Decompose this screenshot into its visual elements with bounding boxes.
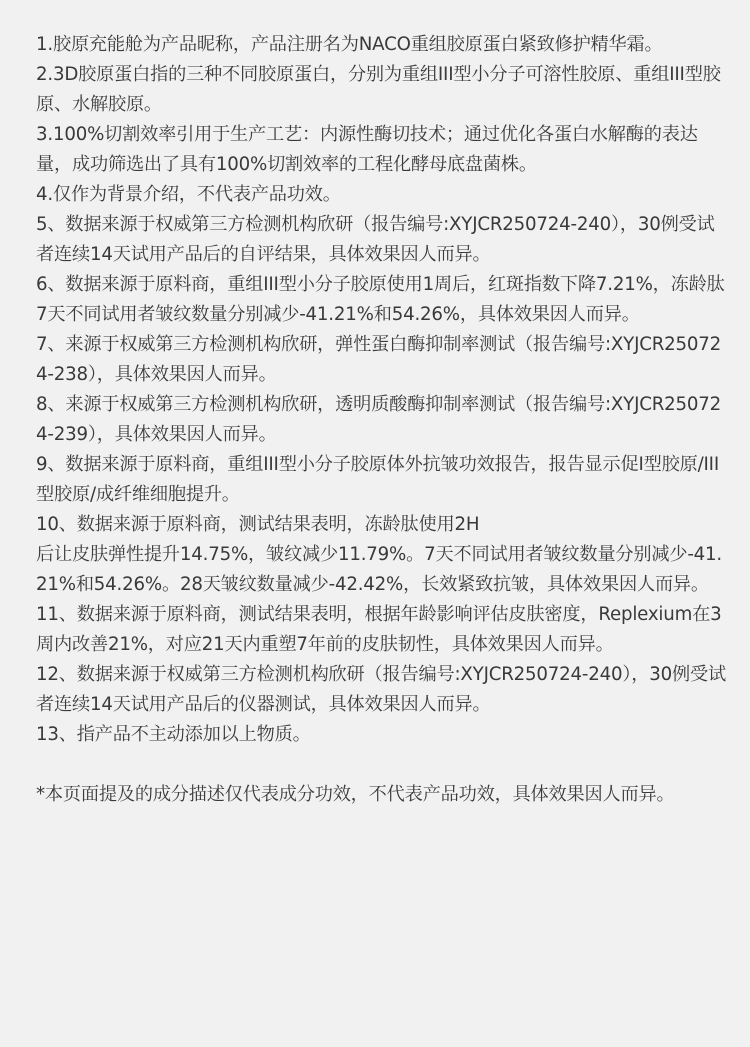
note-item: 7、来源于权威第三方检测机构欣研，弹性蛋白酶抑制率测试（报告编号:XYJCR250724-238），具体效果因人而异。 (36, 334, 722, 385)
note-item: 13、指产品不主动添加以上物质。 (36, 724, 311, 745)
footnote: *本页面提及的成分描述仅代表成分功效，不代表产品功效，具体效果因人而异。 (36, 784, 675, 805)
note-item: 1.胶原充能舱为产品昵称，产品注册名为NACO重组胶原蛋白紧致修护精华霜。 (36, 34, 663, 55)
note-item: 10、数据来源于原料商，测试结果表明，冻龄肽使用2H 后让皮肤弹性提升14.75%，皱纹减少11.79%。7天不同试用者皱纹数量分别减少-41.21%和54.26%。28天皱纹数量减少-42.42%，长效紧致抗皱，具体效果因人而异。 (36, 514, 723, 595)
note-item: 9、数据来源于原料商，重组III型小分子胶原体外抗皱功效报告，报告显示促I型胶原/III型胶原/成纤维细胞提升。 (36, 454, 720, 505)
note-item: 8、来源于权威第三方检测机构欣研，透明质酸酶抑制率测试（报告编号:XYJCR250724-239），具体效果因人而异。 (36, 394, 722, 445)
note-item: 2.3D胶原蛋白指的三种不同胶原蛋白，分别为重组III型小分子可溶性胶原、重组III型胶原、水解胶原。 (36, 64, 721, 115)
note-item: 6、数据来源于原料商，重组III型小分子胶原使用1周后，红斑指数下降7.21%，冻龄肽7天不同试用者皱纹数量分别减少-41.21%和54.26%，具体效果因人而异。 (36, 274, 725, 325)
note-item: 5、数据来源于权威第三方检测机构欣研（报告编号:XYJCR250724-240），30例受试者连续14天试用产品后的自评结果，具体效果因人而异。 (36, 214, 715, 265)
note-item: 4.仅作为背景介绍，不代表产品功效。 (36, 184, 341, 205)
note-item: 3.100%切割效率引用于生产工艺：内源性酶切技术；通过优化各蛋白水解酶的表达量，成功筛选出了具有100%切割效率的工程化酵母底盘菌株。 (36, 124, 698, 175)
note-item: 12、数据来源于权威第三方检测机构欣研（报告编号:XYJCR250724-240），30例受试者连续14天试用产品后的仪器测试，具体效果因人而异。 (36, 664, 726, 715)
note-item: 11、数据来源于原料商，测试结果表明，根据年龄影响评估皮肤密度，Replexium在3周内改善21%，对应21天内重塑7年前的皮肤韧性，具体效果因人而异。 (36, 604, 722, 655)
notes-list (36, 30, 726, 750)
